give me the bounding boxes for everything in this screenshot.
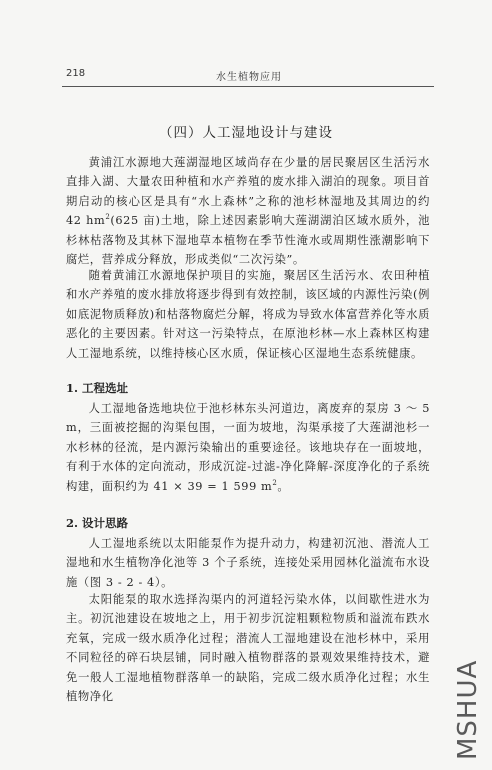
superscript: 2 [272, 478, 278, 487]
paragraph-1-text-b: (625 亩)土地，除上述因素影响大莲湖湖泊区域水质外，池杉林枯落物及其林下湿地草本植物在季节性淹水或周期性涨潮影响下腐烂，营养成分释放，形成类似“二次污染”。 [66, 214, 430, 267]
paragraph-4 [66, 534, 430, 592]
heading-site-selection: 1. 工程选址 [66, 381, 129, 395]
page-number: 218 [66, 68, 86, 79]
section-title: （四）人工湿地设计与建设 [159, 125, 333, 141]
paragraph-5-text: 太阳能泵的取水选择沟渠内的河道轻污染水体，以间歇性进水为主。初沉池建设在坡地之上，用于初步沉淀粗颗粒物质和溢流布跌水充氧，完成一级水质净化过程；潜流人工湿地建设在池杉林中，采用不同粒径的碎石块层铺，同时融入植物群落的景观效果维持技术，避免一般人工湿地植物群落单一的缺陷，完成二级水质净化过程；水生植物净化 [66, 593, 430, 704]
paragraph-2-text: 随着黄浦江水源地保护项目的实施，聚居区生活污水、农田种植和水产养殖的废水排放将逐步得到有效控制，该区域的内源性污染(例如底泥物质释放)和枯落物腐烂分解，将成为导致水体富营养化等水质恶化的主要因素。针对这一污染特点，在原池杉林—水上森林区构建人工湿地系统，以维持核心区水质，保证核心区湿地生态系统健康。 [66, 269, 430, 360]
paragraph-1-text-a: 黄浦江水源地大莲湖湿地区域尚存在少量的居民聚居区生活污水直排入湖、大量农田种植和水产养殖的废水排入湖泊的现象。项目首期启动的核心区是具有“水上森林”之称的池杉林湿地及其周边的约 42 hm [66, 156, 430, 228]
superscript: 2 [105, 213, 111, 222]
paragraph-1 [66, 153, 430, 269]
watermark-text: MSHUA [453, 659, 483, 760]
paragraph-5 [66, 590, 430, 706]
running-title: 水生植物应用 [216, 72, 282, 83]
watermark-logo [442, 642, 490, 762]
paragraph-3-text-b: 。 [277, 479, 290, 493]
page-header [66, 68, 434, 84]
paragraph-3-text-a: 人工湿地备选地块位于池杉林东头河道边，离废弃的泵房 3 ～ 5 m，三面被挖掘的沟渠包围，一面为坡地，沟渠承接了大莲湖池杉一水杉林的径流，是内源污染输出的重要途径。该地块存在一面坡地，有利于水体的定向流动，形成沉淀-过滤-净化降解-深度净化的子系统构建，面积约为 41 × 39 = 1 599 m [66, 402, 430, 493]
paragraph-2 [66, 266, 430, 363]
paragraph-3 [66, 399, 430, 496]
paragraph-4-text: 人工湿地系统以太阳能泵作为提升动力，构建初沉池、潜流人工湿地和水生植物净化池等 3 个子系统，连接处采用园林化溢流布水设施（图 3 - 2 - 4）。 [66, 537, 430, 589]
heading-design-concept: 2. 设计思路 [66, 516, 129, 530]
header-rule [62, 86, 434, 87]
